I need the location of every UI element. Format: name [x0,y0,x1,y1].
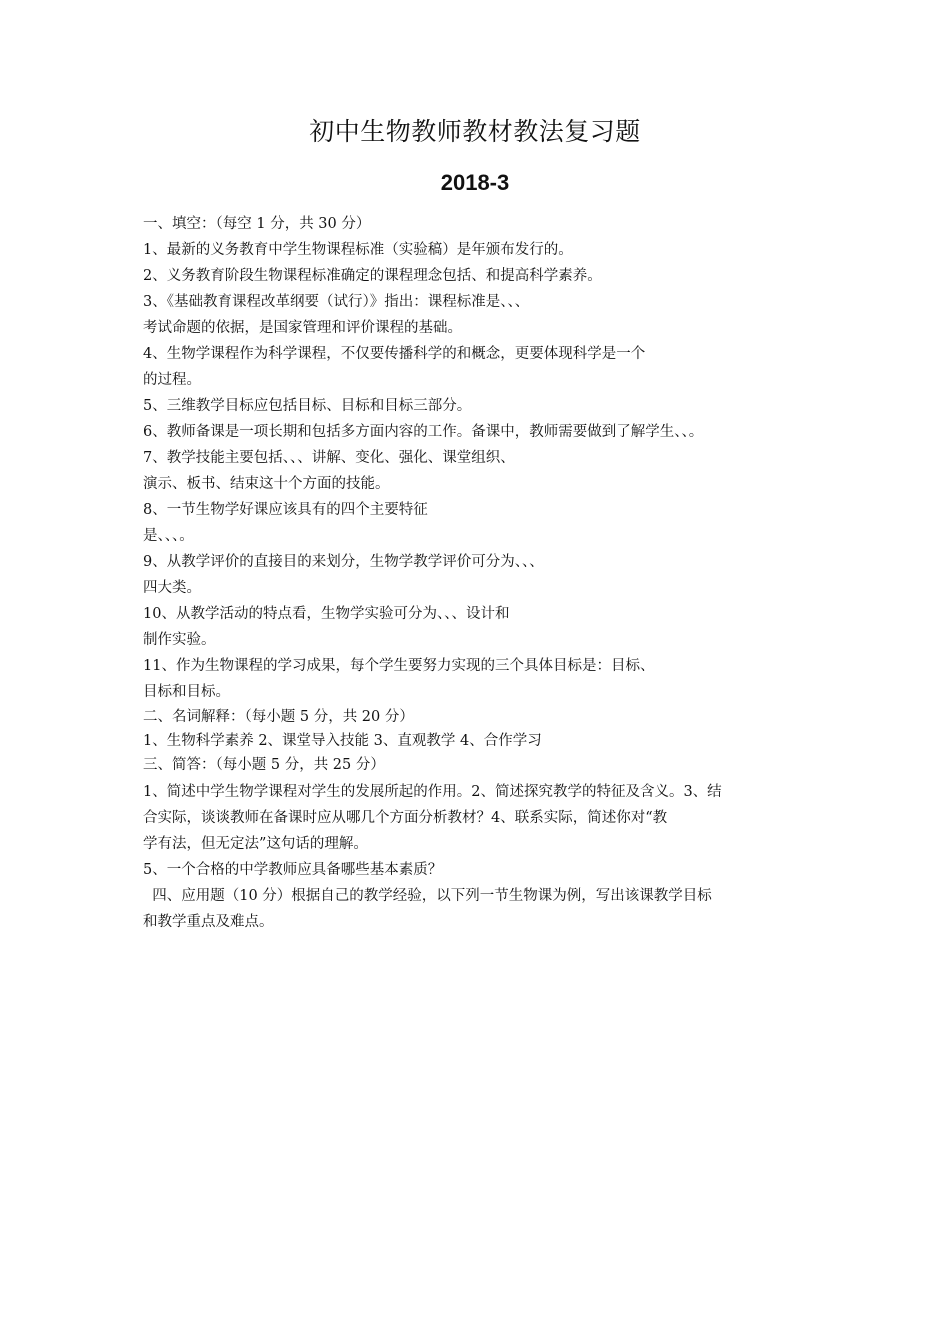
question-line: 7、教学技能主要包括、、、讲解、变化、强化、课堂组织、 [143,450,515,466]
question-line: 是、、、。 [143,528,194,544]
document-body [143,211,833,935]
question-line: 学有法，但无定法”这句话的理解。 [143,836,368,852]
document-title: 初中生物教师教材教法复习题 [309,117,641,146]
question-line: 1、生物科学素养 2、课堂导入技能 3、直观教学 4、合作学习 [143,733,542,749]
question-line: 4、生物学课程作为科学课程，不仅要传播科学的和概念，更要体现科学是一个 [143,346,646,362]
question-line: 合实际，谈谈教师在备课时应从哪几个方面分析教材？4、联系实际，简述你对“教 [143,810,668,826]
question-line: 1、简述中学生物学课程对学生的发展所起的作用。2、简述探究教学的特征及含义。3、结 [143,784,722,800]
section-heading-application: 四、应用题（10 分）根据自己的教学经验，以下列一节生物课为例，写出该课教学目标 [143,888,712,904]
question-line: 6、教师备课是一项长期和包括多方面内容的工作。备课中，教师需要做到了解学生、、。 [143,424,704,440]
question-line: 四大类。 [143,580,201,596]
section-heading-short-answer: 三、简答：（每小题 5 分，共 25 分） [143,757,385,773]
question-line: 10、从教学活动的特点看，生物学实验可分为、、、设计和 [143,606,510,622]
question-line: 11、作为生物课程的学习成果，每个学生要努力实现的三个具体目标是：目标、 [143,658,655,674]
question-line: 制作实验。 [143,632,216,648]
question-line: 5、三维教学目标应包括目标、目标和目标三部分。 [143,398,472,414]
question-line: 的过程。 [143,372,201,388]
question-line: 3、《基础教育课程改革纲要（试行）》指出：课程标准是、、、 [143,294,530,310]
question-line: 5、一个合格的中学教师应具备哪些基本素质？ [143,862,443,878]
question-line: 目标和目标。 [143,684,230,700]
question-line: 2、义务教育阶段生物课程标准确定的课程理念包括、和提高科学素养。 [143,268,602,284]
question-line: 和教学重点及难点。 [143,914,274,930]
section-heading-fill-in: 一、填空：（每空 1 分，共 30 分） [143,216,371,232]
section-heading-definitions: 二、名词解释：（每小题 5 分，共 20 分） [143,709,414,725]
question-line: 考试命题的依据，是国家管理和评价课程的基础。 [143,320,462,336]
question-line: 演示、板书、结束这十个方面的技能。 [143,476,390,492]
question-line: 9、从教学评价的直接目的来划分，生物学教学评价可分为、、、 [143,554,544,570]
question-line: 1、最新的义务教育中学生物课程标准（实验稿）是年颁布发行的。 [143,242,573,258]
question-line: 8、一节生物学好课应该具有的四个主要特征 [143,502,428,518]
document-subtitle: 2018-3 [440,170,510,195]
